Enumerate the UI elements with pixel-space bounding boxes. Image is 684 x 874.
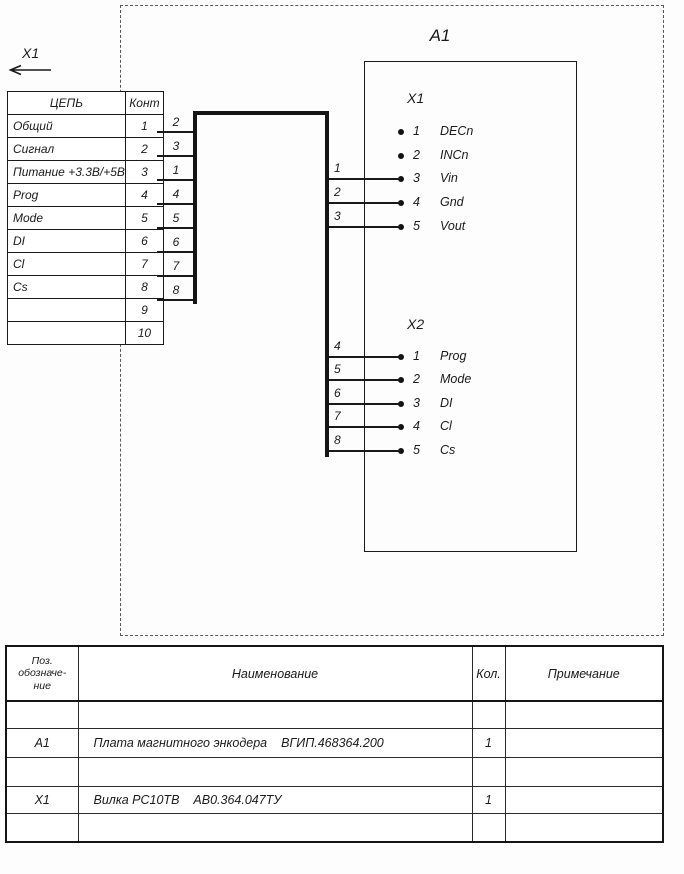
wire-segment — [157, 275, 194, 277]
cable-circuit-cell — [8, 299, 126, 322]
connector-x2-label: X2 — [407, 316, 425, 332]
parts-header-pos-line1: Поз. — [31, 654, 53, 667]
parts-pos-cell: A1 — [6, 728, 78, 757]
wire-number: 8 — [172, 283, 180, 297]
wire-segment — [157, 251, 194, 253]
wire-number: 8 — [334, 433, 341, 447]
parts-pos-cell — [6, 757, 78, 786]
pin-name: DI — [440, 396, 453, 410]
wire-segment — [157, 179, 194, 181]
part-doc-number: ВГИП.468364.200 — [281, 735, 384, 750]
cable-contact-cell: 10 — [125, 322, 163, 345]
parts-header-note: Примечание — [505, 646, 663, 701]
cable-header-circuit: ЦЕПЬ — [8, 92, 126, 115]
cable-contact-cell: 7 — [125, 253, 163, 276]
parts-name-cell — [78, 701, 472, 728]
wire-number: 1 — [172, 163, 180, 177]
part-name: Плата магнитного энкодера — [93, 735, 268, 750]
pin-dot — [398, 129, 404, 135]
cable-header-contact: Конт — [125, 92, 163, 115]
parts-name-cell — [78, 757, 472, 786]
cable-row — [8, 115, 164, 138]
cable-row — [8, 276, 164, 299]
wire-segment — [329, 379, 401, 381]
bus-line-left — [193, 111, 197, 304]
cable-circuit-cell — [8, 322, 126, 345]
part-doc-number: АВ0.364.047ТУ — [193, 792, 282, 807]
pin-name: DECn — [440, 124, 474, 138]
pin-number: 5 — [413, 219, 420, 233]
pin-dot — [398, 153, 404, 159]
parts-row — [6, 701, 663, 728]
external-connector-label: X1 — [22, 45, 40, 61]
parts-qty-cell: 1 — [472, 728, 505, 757]
parts-header-pos-line3: ние — [33, 679, 51, 692]
pin-number: 2 — [413, 372, 420, 386]
pin-number: 1 — [413, 349, 420, 363]
cable-row — [8, 184, 164, 207]
cable-row — [8, 207, 164, 230]
parts-note-cell — [505, 701, 663, 728]
parts-header-pos — [6, 646, 78, 701]
parts-qty-cell — [472, 701, 505, 728]
wire-number: 3 — [172, 139, 180, 153]
cable-contact-cell: 3 — [125, 161, 163, 184]
parts-row — [6, 757, 663, 786]
cable-contact-cell: 2 — [125, 138, 163, 161]
cable-row — [8, 138, 164, 161]
pin-number: 4 — [413, 195, 420, 209]
wire-number: 4 — [172, 187, 180, 201]
connector-x1-label: X1 — [407, 90, 425, 106]
pin-number: 3 — [413, 396, 420, 410]
wire-segment — [329, 178, 401, 180]
wire-segment — [157, 131, 194, 133]
wire-segment — [329, 226, 401, 228]
parts-row — [6, 813, 663, 842]
bus-line-top — [193, 111, 329, 115]
wire-number: 2 — [334, 185, 341, 199]
cable-contact-cell: 5 — [125, 207, 163, 230]
wire-number: 5 — [334, 362, 341, 376]
parts-note-cell — [505, 786, 663, 813]
wire-number: 6 — [334, 386, 341, 400]
pin-number: 2 — [413, 148, 420, 162]
parts-header-name: Наименование — [78, 646, 472, 701]
cable-table — [7, 91, 164, 345]
wire-segment — [329, 403, 401, 405]
parts-name-cell — [78, 813, 472, 842]
cable-contact-cell: 6 — [125, 230, 163, 253]
pin-number: 5 — [413, 443, 420, 457]
wire-segment — [329, 450, 401, 452]
cable-circuit-cell: Питание +3.3В/+5В — [8, 161, 126, 184]
cable-circuit-cell: Prog — [8, 184, 126, 207]
parts-qty-cell — [472, 757, 505, 786]
left-arrow-icon — [7, 63, 53, 77]
parts-name-cell — [78, 786, 472, 813]
wire-number: 7 — [334, 409, 341, 423]
cable-circuit-cell: Сигнал — [8, 138, 126, 161]
pin-name: Vin — [440, 171, 458, 185]
wire-segment — [157, 299, 194, 301]
bus-line-right — [325, 111, 329, 457]
wire-segment — [157, 155, 194, 157]
parts-table-header — [6, 646, 663, 701]
parts-header-pos-line2: обозначе- — [18, 667, 67, 680]
pin-name: INCn — [440, 148, 469, 162]
wire-number: 1 — [334, 161, 341, 175]
cable-circuit-cell: Общий — [8, 115, 126, 138]
cable-contact-cell: 8 — [125, 276, 163, 299]
pin-number: 3 — [413, 171, 420, 185]
parts-note-cell — [505, 813, 663, 842]
cable-row — [8, 299, 164, 322]
wire-segment — [329, 202, 401, 204]
wire-number: 3 — [334, 209, 341, 223]
cable-row — [8, 161, 164, 184]
cable-row — [8, 253, 164, 276]
cable-circuit-cell: Mode — [8, 207, 126, 230]
parts-row — [6, 786, 663, 813]
parts-pos-cell — [6, 701, 78, 728]
module-label: A1 — [429, 26, 451, 45]
pin-name: Cl — [440, 419, 452, 433]
pin-name: Vout — [440, 219, 466, 233]
cable-circuit-cell: Cs — [8, 276, 126, 299]
cable-row — [8, 322, 164, 345]
parts-qty-cell: 1 — [472, 786, 505, 813]
pin-name: Mode — [440, 372, 472, 386]
pin-name: Cs — [440, 443, 456, 457]
parts-name-cell — [78, 728, 472, 757]
cable-circuit-cell: Cl — [8, 253, 126, 276]
wire-number: 4 — [334, 339, 341, 353]
pin-name: Prog — [440, 349, 467, 363]
wire-number: 6 — [172, 235, 180, 249]
wire-number: 5 — [172, 211, 180, 225]
parts-note-cell — [505, 757, 663, 786]
wire-segment — [329, 426, 401, 428]
wire-number: 7 — [172, 259, 180, 273]
cable-contact-cell: 4 — [125, 184, 163, 207]
parts-note-cell — [505, 728, 663, 757]
wire-number: 2 — [172, 115, 180, 129]
part-name: Вилка РС10ТВ — [93, 792, 180, 807]
cable-contact-cell: 1 — [125, 115, 163, 138]
cable-circuit-cell: DI — [8, 230, 126, 253]
pin-number: 4 — [413, 419, 420, 433]
wire-segment — [157, 203, 194, 205]
cable-table-header — [8, 92, 164, 115]
wire-segment — [329, 356, 401, 358]
parts-header-qty: Кол. — [472, 646, 505, 701]
cable-contact-cell: 9 — [125, 299, 163, 322]
parts-pos-cell — [6, 813, 78, 842]
parts-row — [6, 728, 663, 757]
pin-number: 1 — [413, 124, 420, 138]
cable-row — [8, 230, 164, 253]
pin-name: Gnd — [440, 195, 464, 209]
parts-pos-cell: X1 — [6, 786, 78, 813]
parts-qty-cell — [472, 813, 505, 842]
wire-segment — [157, 227, 194, 229]
parts-table — [5, 645, 664, 843]
